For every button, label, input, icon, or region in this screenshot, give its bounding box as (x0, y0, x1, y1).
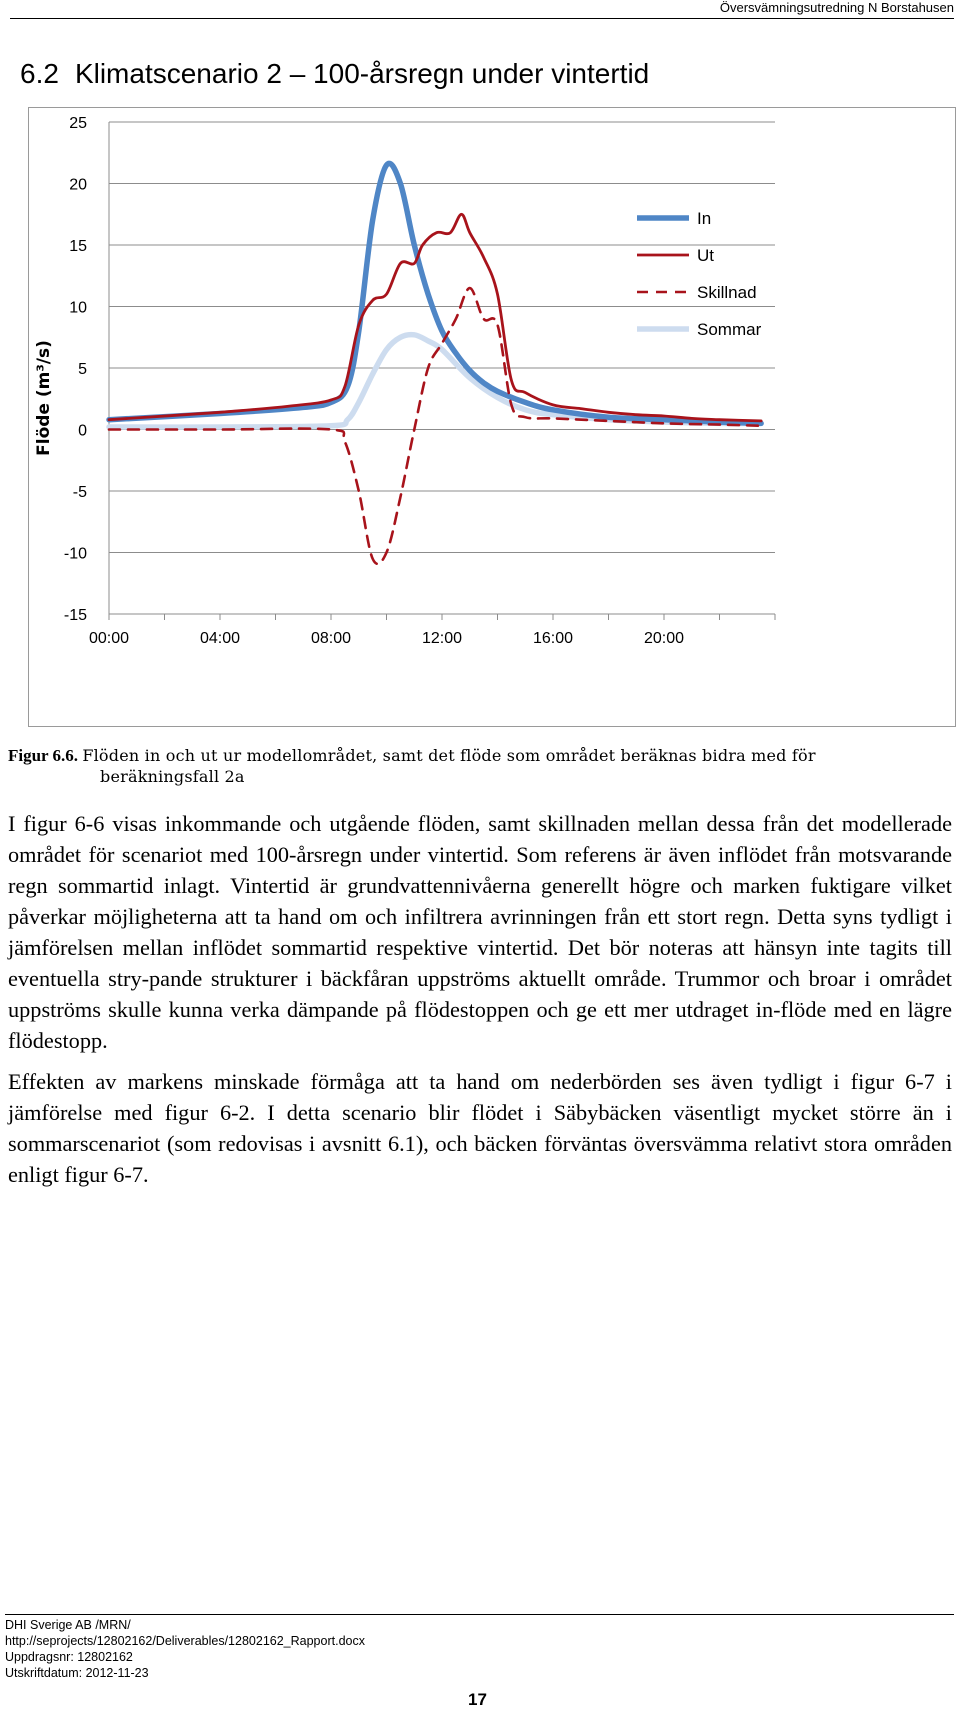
flow-chart (29, 108, 955, 726)
caption-text-line2: beräkningsfall 2a (100, 767, 245, 786)
legend-label: Sommar (697, 320, 762, 339)
y-axis-label: Flöde (m³/s) (34, 340, 54, 456)
caption-text-line1: Flöden in och ut ur modellområdet, samt det flöde som området beräknas bidra med för (82, 746, 816, 765)
header-divider (10, 18, 954, 19)
x-tick-label: 08:00 (310, 630, 352, 647)
footer-path: http://seprojects/12802162/Deliverables/12802162_Rapport.docx (5, 1634, 365, 1648)
footer-project-number: Uppdragsnr: 12802162 (5, 1650, 133, 1664)
x-tick-label: 20:00 (643, 630, 685, 647)
x-tick-label: 12:00 (421, 630, 463, 647)
legend-label: Skillnad (697, 283, 757, 302)
footer-company: DHI Sverige AB /MRN/ (5, 1618, 131, 1632)
y-tick-label: 25 (69, 115, 87, 132)
footer-print-date: Utskriftdatum: 2012-11-23 (5, 1666, 149, 1680)
chart-frame (28, 107, 956, 727)
chart-axes (64, 115, 775, 647)
y-tick-label: -15 (63, 607, 87, 624)
y-tick-label: 20 (69, 176, 87, 194)
section-heading (20, 58, 649, 90)
footer-divider (5, 1614, 954, 1615)
y-tick-label: 15 (69, 238, 87, 255)
paragraph-1: I figur 6-6 visas inkommande och utgående flöden, samt skillnaden mellan dessa från det modellerade området för scenariot med 100-årsregn under vintertid. Som referens är även inflödet från motsvarande regn sommartid inlagt. Vintertid är grundvattennivåerna generellt högre och marken fuktigare vilket påverkar möjligheterna att ta hand om och infiltrera avrinningen från ett stort regn. Detta syns tydligt i jämförelsen mellan inflödet sommartid respektive vintertid. Det bör noteras att hänsyn inte tagits till eventuella stry-pande strukturer i bäckfåran uppströms aktuellt område. Trummor och broar i området uppströms skulle kunna verka dämpande på flödestoppen och ge ett mer utdraget in-flöde med en lägre flödestopp. (8, 811, 952, 1053)
series-line-in (109, 163, 761, 423)
chart-grid (109, 122, 775, 614)
x-tick-label: 00:00 (88, 630, 130, 647)
y-tick-label: 5 (78, 361, 87, 378)
body-text (8, 808, 952, 1200)
running-header: Översvämningsutredning N Borstahusen (719, 0, 954, 15)
y-tick-label: -5 (72, 484, 87, 501)
section-title: Klimatscenario 2 – 100-årsregn under vintertid (74, 58, 650, 89)
y-tick-label: -10 (63, 545, 87, 563)
chart-series (109, 163, 761, 564)
footer (5, 1617, 365, 1681)
y-tick-label: 0 (78, 422, 87, 440)
section-number: 6.2 (20, 58, 59, 89)
paragraph-2: Effekten av markens minskade förmåga att ta hand om nederbörden ses även tydligt i figur 6-7 i jämförelse med figur 6-2. I detta scenario blir flödet i Säbybäcken väsentligt mycket större än i sommarscenariot (som redovisas i avsnitt 6.1), och bäcken förväntas översvämma relativt stora områden enligt figur 6-7. (8, 1069, 952, 1187)
page-number: 17 (468, 1690, 487, 1709)
legend-label: Ut (697, 246, 714, 265)
y-tick-label: 10 (69, 299, 87, 317)
figure-caption (8, 745, 948, 787)
x-tick-label: 04:00 (199, 630, 241, 647)
legend-label: In (697, 209, 712, 228)
caption-label: Figur 6.6. (8, 746, 79, 765)
x-tick-label: 16:00 (532, 630, 574, 647)
chart-legend (637, 209, 762, 339)
